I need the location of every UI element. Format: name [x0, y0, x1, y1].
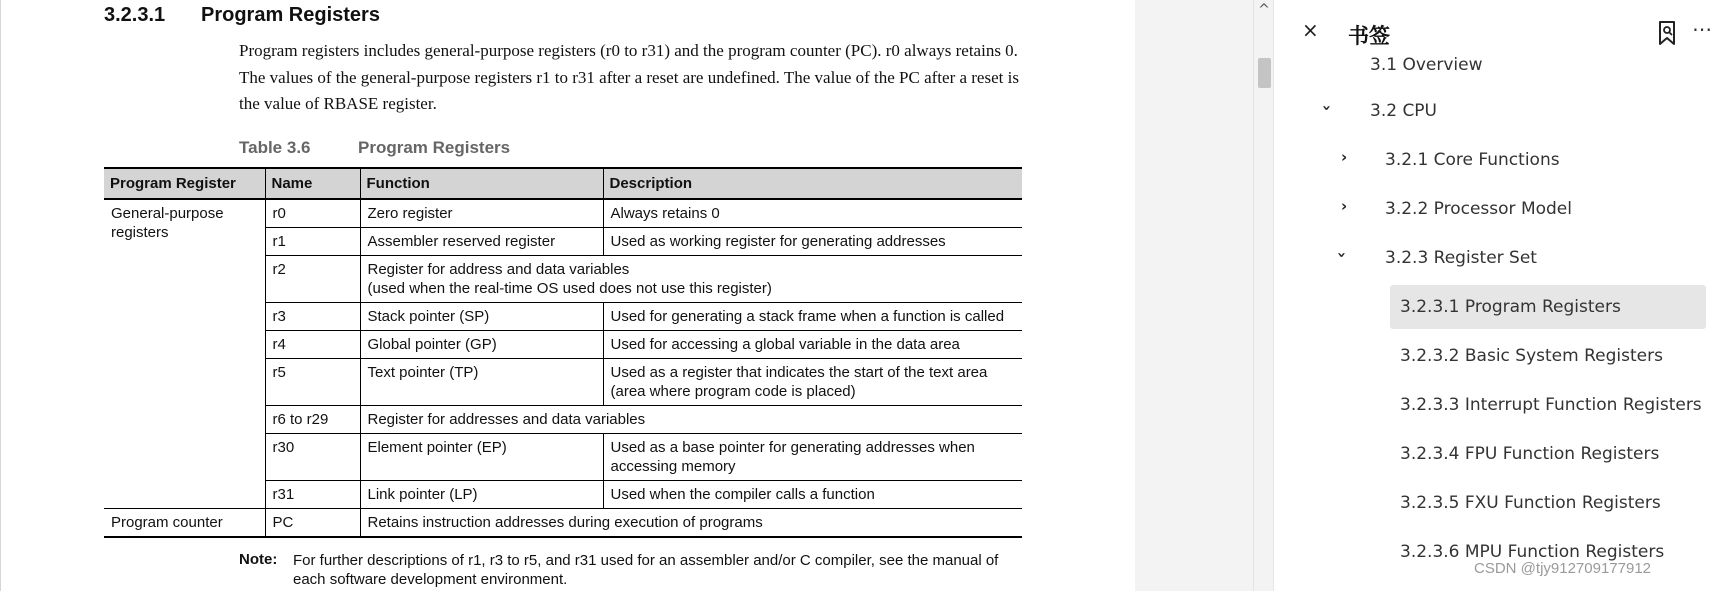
- vertical-scrollbar[interactable]: [1253, 0, 1274, 591]
- header-function: Function: [360, 168, 603, 199]
- cell-description: Always retains 0: [603, 199, 1022, 228]
- cell-function: Element pointer (EP): [360, 434, 603, 481]
- cell-function: Register for addresses and data variables: [360, 406, 1022, 434]
- header-name: Name: [265, 168, 360, 199]
- cell-description: Used when the compiler calls a function: [603, 481, 1022, 509]
- header-description: Description: [603, 168, 1022, 199]
- bookmark-label: 3.2 CPU: [1370, 101, 1438, 121]
- table-row: [104, 199, 1022, 228]
- bookmark-label: 3.2.3.5 FXU Function Registers: [1400, 493, 1661, 513]
- cell-description: Used as a register that indicates the start of the text area (area where program code is placed): [603, 359, 1022, 406]
- scroll-thumb[interactable]: [1258, 58, 1271, 88]
- cell-name: r30: [265, 434, 360, 481]
- cell-function: Zero register: [360, 199, 603, 228]
- bookmark-label: 3.1 Overview: [1370, 55, 1483, 75]
- cell-function: Link pointer (LP): [360, 481, 603, 509]
- cell-function: Assembler reserved register: [360, 228, 603, 256]
- table-caption-number: Table 3.6: [239, 138, 311, 157]
- more-options-icon[interactable]: ⋯: [1692, 17, 1713, 41]
- bookmark-label: 3.2.3.4 FPU Function Registers: [1400, 444, 1660, 464]
- cell-name: PC: [265, 509, 360, 538]
- bookmark-label: 3.2.2 Processor Model: [1385, 199, 1572, 219]
- cell-name: r31: [265, 481, 360, 509]
- bookmark-item-3-1[interactable]: [1370, 52, 1482, 87]
- bookmark-item-3-2-3[interactable]: [1385, 236, 1537, 280]
- bookmark-list: [1274, 52, 1722, 591]
- bookmark-item-3-2[interactable]: [1370, 89, 1437, 133]
- cell-description: Used as a base pointer for generating addresses when accessing memory: [603, 434, 1022, 481]
- bookmarks-panel: [1273, 0, 1722, 591]
- body-paragraph: Program registers includes general-purpose registers (r0 to r31) and the program counter (PC). r0 always retains 0. The values of the general-purpose registers r1 to r31 after a reset are undefined. The value of the PC after a reset is the value of RBASE register.: [239, 41, 1019, 113]
- bookmark-item-3-2-3-5[interactable]: [1400, 481, 1661, 525]
- bookmark-item-3-2-1[interactable]: [1385, 138, 1560, 182]
- cell-function: Retains instruction addresses during execution of programs: [360, 509, 1022, 538]
- cell-function: Stack pointer (SP): [360, 303, 603, 331]
- group-program-counter: Program counter: [104, 509, 265, 538]
- scroll-up-arrow-icon[interactable]: ^: [1258, 2, 1270, 18]
- cell-description: Used for generating a stack frame when a function is called: [603, 303, 1022, 331]
- bookmark-label: 3.2.3.1 Program Registers: [1400, 297, 1621, 317]
- bookmark-item-3-2-3-2[interactable]: [1400, 334, 1663, 378]
- chevron-right-icon[interactable]: ›: [1341, 148, 1348, 166]
- chevron-down-icon[interactable]: ›: [1318, 104, 1337, 112]
- bookmark-item-3-2-3-1[interactable]: [1390, 285, 1706, 329]
- cell-name: r0: [265, 199, 360, 228]
- section-number: 3.2.3.1: [104, 4, 166, 26]
- bookmark-label: 3.2.3.3 Interrupt Function Registers: [1400, 395, 1702, 415]
- bookmark-item-3-2-3-3[interactable]: [1400, 383, 1702, 427]
- section-title: Program Registers: [201, 4, 380, 26]
- table-caption-title: Program Registers: [358, 138, 511, 157]
- watermark: CSDN @tjy912709177912: [1474, 560, 1652, 577]
- bookmark-label: 3.2.3.2 Basic System Registers: [1400, 346, 1663, 366]
- table-row: [104, 509, 1022, 538]
- bookmark-item-3-2-2[interactable]: [1385, 187, 1572, 231]
- chevron-right-icon[interactable]: ›: [1341, 197, 1348, 215]
- group-general-purpose: General-purpose registers: [104, 199, 265, 509]
- bookmark-item-3-2-3-4[interactable]: [1400, 432, 1659, 476]
- bookmark-label: 3.2.3.6 MPU Function Registers: [1400, 542, 1665, 562]
- close-icon[interactable]: ×: [1302, 18, 1319, 42]
- cell-description: Used as working register for generating addresses: [603, 228, 1022, 256]
- chevron-down-icon[interactable]: ›: [1333, 251, 1352, 259]
- add-bookmark-icon[interactable]: [1655, 20, 1679, 46]
- cell-function: Text pointer (TP): [360, 359, 603, 406]
- cell-name: r1: [265, 228, 360, 256]
- cell-description: Used for accessing a global variable in the data area: [603, 331, 1022, 359]
- bookmark-label: 3.2.1 Core Functions: [1385, 150, 1560, 170]
- panel-title: 书签: [1348, 24, 1390, 48]
- cell-name: r3: [265, 303, 360, 331]
- note-text: For further descriptions of r1, r3 to r5, and r31 used for an assembler and/or C compiler, see the manual of each software development environment.: [293, 552, 999, 588]
- note-label: Note:: [239, 551, 278, 568]
- viewer-gutter: [1135, 0, 1272, 591]
- cell-name: r4: [265, 331, 360, 359]
- header-program-register: Program Register: [104, 168, 265, 199]
- cell-name: r2: [265, 256, 360, 303]
- program-registers-table: [104, 167, 1022, 538]
- cell-name: r5: [265, 359, 360, 406]
- cell-name: r6 to r29: [265, 406, 360, 434]
- table-header-row: [104, 168, 1022, 199]
- cell-function: Global pointer (GP): [360, 331, 603, 359]
- cell-function: Register for address and data variables (used when the real-time OS used does not use this register): [360, 256, 1022, 303]
- bookmark-label: 3.2.3 Register Set: [1385, 248, 1537, 268]
